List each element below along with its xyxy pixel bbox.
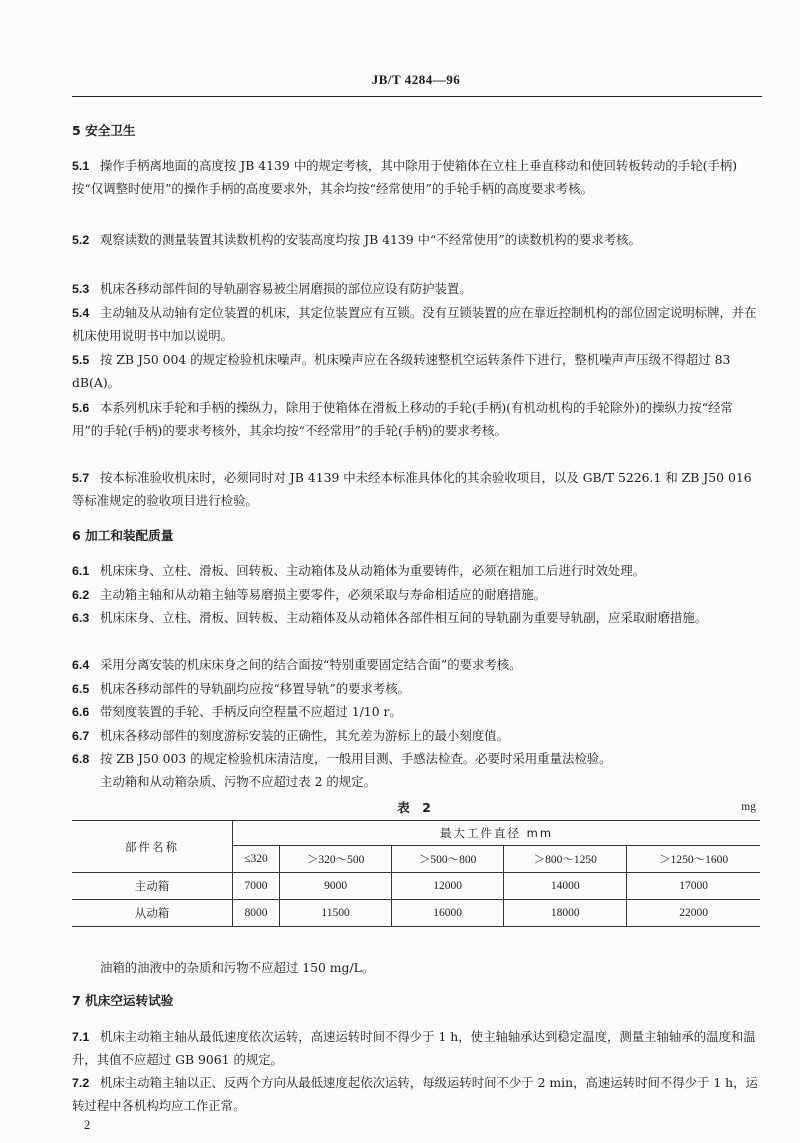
- clause-text: 观察读数的测量装置其读数机构的安装高度均按 JB 4139 中“不经常使用”的读数机构的要求考核。: [100, 232, 641, 247]
- clause-text: 按本标准验收机床时，必须同时对 JB 4139 中未经本标准具体化的其余验收项目，以及 GB/T 5226.1 和 ZB J50 016 等标准规定的验收项目进行检验。: [72, 470, 752, 508]
- table-row: [72, 873, 760, 900]
- table-cell: 16000: [392, 900, 504, 927]
- clause-5-3: [72, 278, 760, 301]
- clause-number: 6.5: [72, 682, 90, 696]
- clause-text: 采用分离安装的机床床身之间的结合面按“特别重要固定结合面”的要求考核。: [100, 657, 522, 672]
- section-7-title: 7 机床空运转试验: [72, 993, 174, 1008]
- table-cell: 14000: [504, 873, 627, 900]
- clause-number: 7.2: [72, 1076, 90, 1090]
- clause-text: 机床床身、立柱、滑板、回转板、主动箱体及从动箱体各部件相互间的导轨副为重要导轨副，应采取耐磨措施。: [100, 610, 708, 625]
- table-cell: 17000: [627, 873, 760, 900]
- table-cell: 9000: [280, 873, 392, 900]
- table-row: [72, 900, 760, 927]
- clause-number: 6.6: [72, 705, 90, 719]
- table-unit: mg: [741, 801, 756, 813]
- clause-text: 机床主动箱主轴以正、反两个方向从最低速度起依次运转，每级运转时间不少于 2 min，高速运转时间不得少于 1 h，运转过程中各机构均应工作正常。: [72, 1075, 758, 1113]
- clause-5-1: [72, 155, 760, 200]
- clause-text: 机床各移动部件的刻度游标安装的正确性，其允差为游标上的最小刻度值。: [100, 728, 509, 743]
- clause-6-8: [72, 748, 760, 793]
- clause-number: 6.1: [72, 564, 90, 578]
- table-caption: 表 2: [397, 800, 435, 815]
- clause-5-2: [72, 229, 760, 252]
- clause-text: 主动箱主轴和从动箱主轴等易磨损主要零件，必须采取与寿命相适应的耐磨措施。: [100, 587, 547, 602]
- clause-5-6: [72, 397, 760, 442]
- clause-number: 7.1: [72, 1030, 90, 1044]
- clause-number: 5.2: [72, 233, 90, 247]
- group-header-cell: 最大工件直径 mm: [233, 821, 761, 846]
- column-header: ＞800～1250: [504, 846, 627, 873]
- clause-5-7: [72, 467, 760, 512]
- column-header: ＞500～800: [392, 846, 504, 873]
- row-label: 从动箱: [72, 900, 233, 927]
- table-cell: 18000: [504, 900, 627, 927]
- clause-5-4: [72, 302, 760, 347]
- section-6-title: 6 加工和装配质量: [72, 528, 174, 543]
- clause-continuation: 主动箱和从动箱杂质、污物不应超过表 2 的规定。: [100, 773, 376, 789]
- clause-6-4: [72, 654, 760, 677]
- clause-number: 5.5: [72, 353, 90, 367]
- clause-text: 本系列机床手轮和手柄的操纵力，除用于使箱体在滑板上移动的手轮(手柄)(有机动机构的手轮除外)的操纵力按“经常用”的手轮(手柄)的要求考核外，其余均按“不经常用”的手轮(手柄)的要求考核。: [72, 400, 733, 438]
- clause-number: 5.3: [72, 282, 90, 296]
- clause-6-7: [72, 725, 760, 748]
- clause-6-3: [72, 607, 760, 630]
- document-header: JB/T 4284—96: [371, 72, 461, 87]
- clause-7-1: [72, 1026, 760, 1071]
- clause-6-5: [72, 678, 760, 701]
- row-label: 主动箱: [72, 873, 233, 900]
- clause-6-2: [72, 584, 760, 607]
- clause-number: 5.1: [72, 159, 90, 173]
- clause-number: 5.6: [72, 401, 90, 415]
- clause-text: 按 ZB J50 003 的规定检验机床清洁度，一般用目测、手感法检查。必要时采用重量法检验。: [100, 751, 612, 766]
- table-cell: 12000: [392, 873, 504, 900]
- clause-number: 6.2: [72, 588, 90, 602]
- table-cell: 11500: [280, 900, 392, 927]
- clause-number: 6.8: [72, 752, 90, 766]
- clause-7-2: [72, 1072, 760, 1117]
- clause-text: 带刻度装置的手轮、手柄反向空程量不应超过 1/10 r。: [100, 704, 402, 719]
- table-cell: 8000: [233, 900, 280, 927]
- oil-note: [72, 957, 760, 980]
- table-cell: 7000: [233, 873, 280, 900]
- clause-number: 5.4: [72, 306, 90, 320]
- column-header: ＞320～500: [280, 846, 392, 873]
- header-rule: [72, 96, 762, 97]
- note-text: 油箱的油液中的杂质和污物不应超过 150 mg/L。: [100, 960, 375, 975]
- clause-text: 按 ZB J50 004 的规定检验机床噪声。机床噪声应在各级转速整机空运转条件下进行，整机噪声声压级不得超过 83 dB(A)。: [72, 352, 731, 390]
- clause-text: 机床床身、立柱、滑板、回转板、主动箱体及从动箱体为重要铸件，必须在粗加工后进行时效处理。: [100, 563, 646, 578]
- clause-number: 5.7: [72, 471, 90, 485]
- column-header: ≤320: [233, 846, 280, 873]
- clause-6-1: [72, 560, 760, 583]
- clause-text: 机床主动箱主轴从最低速度依次运转，高速运转时间不得少于 1 h，使主轴轴承达到稳定温度，测量主轴轴承的温度和温升，其值不应超过 GB 9061 的规定。: [72, 1029, 756, 1067]
- table-2: [72, 820, 760, 927]
- column-header: ＞1250～1600: [627, 846, 760, 873]
- clause-5-5: [72, 349, 760, 394]
- clause-text: 主动轴及从动轴有定位装置的机床，其定位装置应有互锁。没有互锁装置的应在靠近控制机构的部位固定说明标牌，并在机床使用说明书中加以说明。: [72, 305, 757, 343]
- clause-text: 机床各移动部件间的导轨副容易被尘屑磨损的部位应设有防护装置。: [100, 281, 472, 296]
- clause-text: 机床各移动部件的导轨副均应按“移置导轨”的要求考核。: [100, 681, 411, 696]
- row-header-cell: 部件名称: [72, 821, 233, 873]
- clause-number: 6.4: [72, 658, 90, 672]
- clause-text: 操作手柄离地面的高度按 JB 4139 中的规定考核，其中除用于使箱体在立柱上垂直移动和使回转板转动的手轮(手柄)按“仅调整时使用”的操作手柄的高度要求外，其余均按“经常使用”的手轮手柄的高度要求考核。: [72, 158, 738, 196]
- clause-number: 6.3: [72, 611, 90, 625]
- page-number: 2: [84, 1118, 91, 1132]
- section-5-title: 5 安全卫生: [72, 123, 136, 138]
- table-header-row: [72, 821, 760, 846]
- clause-number: 6.7: [72, 729, 90, 743]
- table-cell: 22000: [627, 900, 760, 927]
- clause-6-6: [72, 701, 760, 724]
